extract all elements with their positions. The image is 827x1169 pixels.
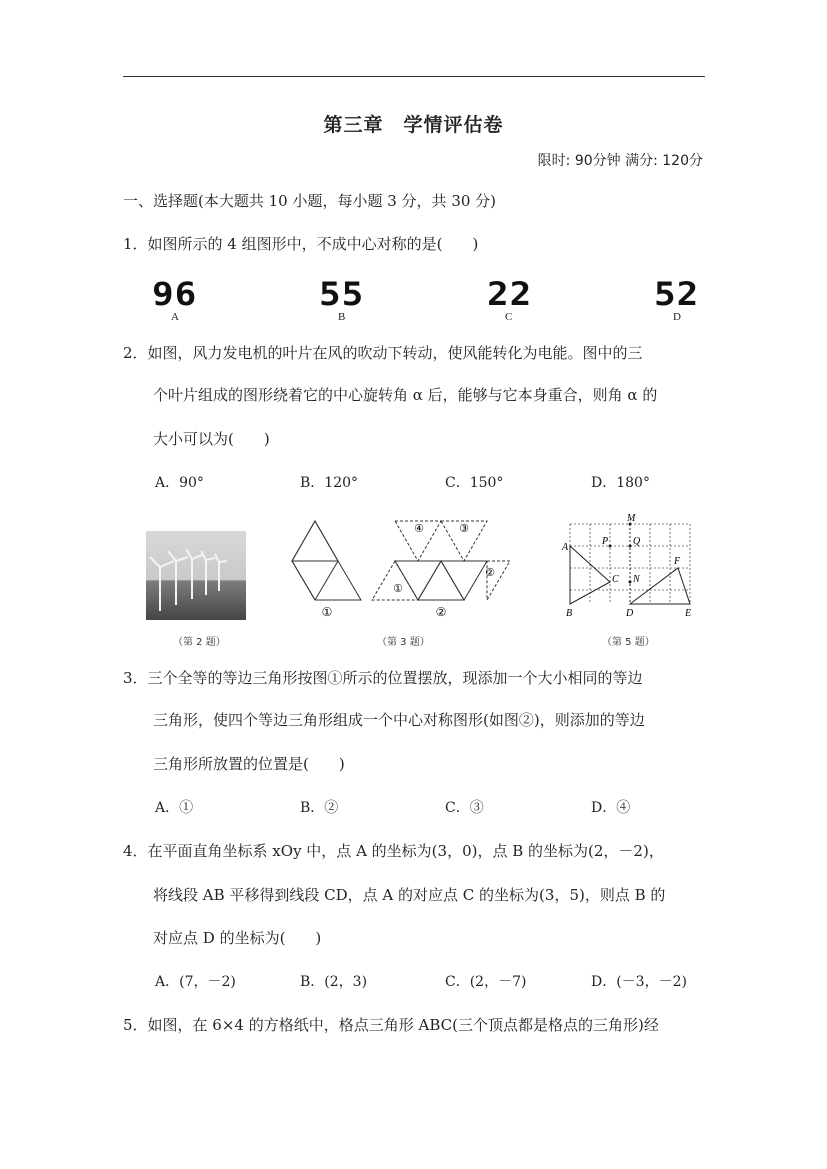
q4-option-c: C．(2，－7)	[445, 974, 527, 990]
q1-figure-d: 52	[654, 276, 700, 313]
q5-line1: 5．如图，在 6×4 的方格纸中，格点三角形 ABC(三个顶点都是格点的三角形)经	[123, 1016, 659, 1034]
fig3-circle-4: ④	[414, 523, 424, 535]
q1-figure-c: 22	[487, 276, 533, 313]
fig3-circle-1: ①	[393, 583, 403, 595]
q4-line1: 4．在平面直角坐标系 xOy 中，点 A 的坐标为(3，0)，点 B 的坐标为(2，－2)，	[123, 842, 664, 860]
q2-line2: 个叶片组成的图形绕着它的中心旋转角 α 后，能够与它本身重合，则角 α 的	[153, 386, 658, 404]
q1-figure-b: 55	[319, 276, 365, 313]
q1-label-a: A	[171, 311, 179, 323]
caption-fig3: （第 3 题）	[377, 637, 430, 648]
q3-option-c: C．③	[445, 800, 484, 816]
q3-option-d: D．④	[591, 800, 631, 816]
triangles-figure	[286, 516, 516, 628]
grid-figure	[560, 512, 705, 622]
fig3-label-2: ②	[435, 605, 447, 619]
fig5-label-d: D	[626, 608, 634, 619]
q3-line2: 三角形，使四个等边三角形组成一个中心对称图形(如图②)，则添加的等边	[153, 711, 645, 729]
q3-line3: 三角形所放置的位置是( )	[153, 755, 345, 773]
q1-figure-a: 96	[152, 276, 198, 313]
q4-line3: 对应点 D 的坐标为( )	[153, 929, 322, 947]
q1-label-d: D	[673, 311, 681, 323]
fig5-label-c: C	[612, 574, 619, 585]
q3-option-a: A．①	[155, 800, 194, 816]
caption-fig2: （第 2 题）	[173, 637, 226, 648]
fig5-label-p: P	[602, 536, 609, 547]
exam-meta: 限时: 90分钟 满分: 120分	[537, 153, 703, 169]
q4-option-b: B．(2，3)	[300, 974, 368, 990]
fig5-label-a: A	[562, 542, 569, 553]
q4-line2: 将线段 AB 平移得到线段 CD，点 A 的对应点 C 的坐标为(3，5)，则点 B 的	[153, 886, 666, 904]
q2-option-d: D．180°	[591, 475, 650, 491]
fig5-label-f: F	[674, 556, 681, 567]
fig5-label-b: B	[566, 608, 573, 619]
fig5-label-q: Q	[633, 536, 641, 547]
q2-option-a: A．90°	[155, 475, 204, 491]
q2-option-b: B．120°	[300, 475, 359, 491]
q1-label-c: C	[505, 311, 513, 323]
q1-label-b: B	[338, 311, 346, 323]
q4-option-a: A．(7，－2)	[155, 974, 236, 990]
q4-option-d: D．(－3，－2)	[591, 974, 687, 990]
caption-fig5: （第 5 题）	[602, 637, 655, 648]
wind-turbine-photo	[146, 531, 246, 620]
fig3-circle-3: ③	[459, 523, 469, 535]
q3-line1: 3．三个全等的等边三角形按图①所示的位置摆放，现添加一个大小相同的等边	[123, 669, 643, 687]
fig3-label-1: ①	[321, 605, 333, 619]
section-heading: 一、选择题(本大题共 10 小题，每小题 3 分，共 30 分)	[123, 192, 497, 210]
fig5-label-e: E	[685, 608, 692, 619]
q3-option-b: B．②	[300, 800, 339, 816]
page-title: 第三章 学情评估卷	[323, 114, 504, 136]
q2-line1: 2．如图，风力发电机的叶片在风的吹动下转动，使风能转化为电能。图中的三	[123, 344, 643, 362]
q2-line3: 大小可以为( )	[153, 430, 270, 448]
q1-text: 1．如图所示的 4 组图形中，不成中心对称的是( )	[123, 235, 479, 253]
fig5-label-m: M	[627, 513, 636, 524]
fig3-circle-2: ②	[485, 567, 495, 579]
fig5-label-n: N	[633, 574, 640, 585]
top-rule	[123, 76, 705, 77]
q2-option-c: C．150°	[445, 475, 504, 491]
